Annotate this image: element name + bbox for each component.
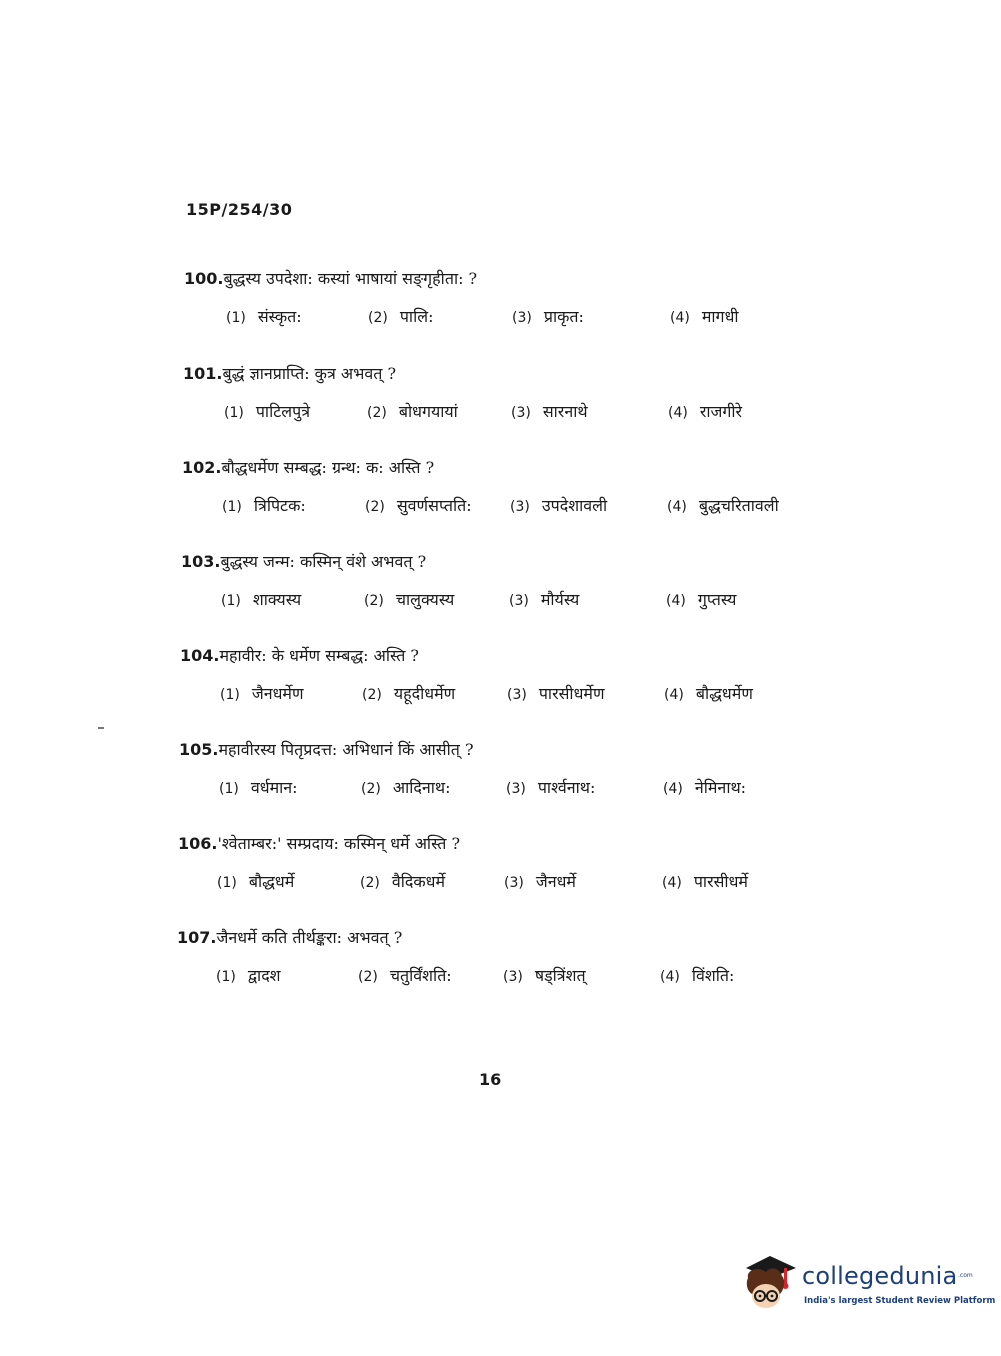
option-number: (1) [220, 687, 240, 703]
option-3 [509, 589, 579, 612]
option-text: यहूदीधर्मेण [393, 684, 456, 703]
option-list [181, 589, 881, 615]
option-text: षड्त्रिंशत् [534, 966, 586, 985]
mascot-logo-icon [740, 1250, 800, 1314]
question-number: 101. [183, 364, 223, 383]
option-3 [507, 683, 605, 706]
option-text: मौर्यस्य [540, 590, 580, 609]
option-text: बोधगयायां [398, 402, 458, 421]
option-text: शाक्यस्य [252, 590, 302, 609]
option-number: (3) [509, 593, 529, 609]
question-text: बौद्धधर्मेण सम्बद्ध: ग्रन्थ: क: अस्ति ? [221, 458, 435, 477]
question-text: महावीर: के धर्मेण सम्बद्ध: अस्ति ? [219, 646, 419, 665]
paper-code: 15P/254/30 [186, 200, 293, 219]
option-list [180, 683, 880, 709]
option-list [182, 495, 882, 521]
brand-name: collegedunia [802, 1262, 958, 1290]
option-text: वैदिकधर्मे [391, 872, 446, 891]
option-number: (1) [216, 969, 236, 985]
question-stem [182, 457, 882, 479]
option-text: त्रिपिटक: [253, 496, 306, 515]
option-text: पारसीधर्मेण [538, 684, 605, 703]
option-list [184, 306, 884, 332]
option-1 [219, 777, 298, 800]
option-list [178, 871, 878, 897]
option-1 [220, 683, 304, 706]
question-text: बुद्धस्य जन्म: कस्मिन् वंशे अभवत् ? [220, 552, 427, 571]
question-104 [180, 645, 880, 709]
option-number: (1) [217, 875, 237, 891]
option-number: (4) [660, 969, 680, 985]
option-number: (4) [663, 781, 683, 797]
option-number: (2) [358, 969, 378, 985]
option-2 [364, 589, 454, 612]
question-stem [177, 927, 877, 949]
option-1 [226, 306, 302, 329]
option-number: (4) [670, 310, 690, 326]
question-text: 'श्वेताम्बर:' सम्प्रदाय: कस्मिन् धर्मे अस्ति ? [217, 834, 461, 853]
option-number: (3) [503, 969, 523, 985]
question-text: बुद्धं ज्ञानप्राप्ति: कुत्र अभवत् ? [222, 364, 397, 383]
option-2 [365, 495, 472, 518]
option-4 [662, 871, 748, 894]
option-number: (2) [364, 593, 384, 609]
option-text: द्वादश [247, 966, 281, 985]
option-4 [660, 965, 734, 988]
option-text: प्राकृत: [543, 307, 584, 326]
option-2 [361, 777, 450, 800]
option-1 [222, 495, 306, 518]
option-text: राजगीरे [699, 402, 743, 421]
question-100 [184, 268, 884, 332]
option-text: चतुर्विंशति: [389, 966, 452, 985]
option-number: (1) [219, 781, 239, 797]
question-103 [181, 551, 881, 615]
option-text: आदिनाथ: [392, 778, 451, 797]
option-text: पालि: [399, 307, 434, 326]
option-1 [217, 871, 294, 894]
question-106 [178, 833, 878, 897]
option-3 [504, 871, 576, 894]
option-3 [511, 401, 588, 424]
question-stem [178, 833, 878, 855]
option-text: संस्कृत: [257, 307, 302, 326]
option-text: चालुक्यस्य [395, 590, 455, 609]
question-number: 102. [182, 458, 222, 477]
option-number: (1) [222, 499, 242, 515]
option-1 [224, 401, 310, 424]
option-text: बौद्धधर्मेण [695, 684, 753, 703]
question-text: बुद्धस्य उपदेशा: कस्यां भाषायां सङ्गृहीता: ? [223, 269, 478, 288]
option-text: सुवर्णसप्तति: [396, 496, 472, 515]
option-text: मागधी [701, 307, 739, 326]
question-number: 106. [178, 834, 218, 853]
option-4 [663, 777, 746, 800]
question-text: जैनधर्मे कति तीर्थङ्करा: अभवत् ? [216, 928, 403, 947]
option-2 [362, 683, 455, 706]
option-3 [510, 495, 607, 518]
question-number: 103. [181, 552, 221, 571]
question-stem [179, 739, 879, 761]
option-2 [360, 871, 445, 894]
option-3 [503, 965, 586, 988]
question-stem [183, 363, 883, 385]
option-list [179, 777, 879, 803]
question-102 [182, 457, 882, 521]
option-number: (4) [667, 499, 687, 515]
option-number: (4) [668, 405, 688, 421]
option-number: (1) [224, 405, 244, 421]
brand-tld: .com [958, 1272, 973, 1279]
option-3 [506, 777, 595, 800]
option-list [177, 965, 877, 991]
option-text: पार्श्वनाथ: [537, 778, 596, 797]
option-text: बुद्धचरितावली [698, 496, 779, 515]
option-2 [358, 965, 452, 988]
option-4 [664, 683, 753, 706]
question-stem [181, 551, 881, 573]
option-number: (2) [368, 310, 388, 326]
option-2 [368, 306, 433, 329]
scan-mark [98, 727, 104, 729]
option-list [183, 401, 883, 427]
option-text: पारसीधर्मे [693, 872, 748, 891]
question-number: 104. [180, 646, 220, 665]
question-text: महावीरस्य पितृप्रदत्त: अभिधानं किं आसीत् ? [218, 740, 474, 759]
collegedunia-watermark [740, 1250, 996, 1318]
option-text: सारनाथे [542, 402, 588, 421]
option-number: (2) [362, 687, 382, 703]
question-number: 107. [177, 928, 217, 947]
option-number: (3) [510, 499, 530, 515]
question-stem [180, 645, 880, 667]
option-2 [367, 401, 458, 424]
option-text: विंशति: [691, 966, 735, 985]
option-number: (2) [365, 499, 385, 515]
option-text: बौद्धधर्मे [248, 872, 295, 891]
option-text: वर्धमान: [250, 778, 298, 797]
option-number: (4) [666, 593, 686, 609]
question-101 [183, 363, 883, 427]
question-107 [177, 927, 877, 991]
option-1 [221, 589, 301, 612]
option-number: (3) [511, 405, 531, 421]
option-4 [668, 401, 742, 424]
option-number: (1) [226, 310, 246, 326]
option-text: जैनधर्मेण [251, 684, 304, 703]
option-text: उपदेशावली [541, 496, 608, 515]
question-number: 100. [184, 269, 224, 288]
option-number: (4) [662, 875, 682, 891]
option-4 [670, 306, 739, 329]
option-number: (3) [507, 687, 527, 703]
option-number: (2) [361, 781, 381, 797]
option-number: (1) [221, 593, 241, 609]
option-number: (2) [360, 875, 380, 891]
option-4 [667, 495, 779, 518]
option-text: नेमिनाथ: [694, 778, 747, 797]
question-105 [179, 739, 879, 803]
option-1 [216, 965, 281, 988]
option-number: (3) [504, 875, 524, 891]
option-3 [512, 306, 584, 329]
option-text: जैनधर्मे [535, 872, 577, 891]
option-number: (4) [664, 687, 684, 703]
brand-tagline: India's largest Student Review Platform [804, 1296, 996, 1306]
option-text: गुप्तस्य [697, 590, 737, 609]
option-number: (2) [367, 405, 387, 421]
option-text: पाटिलपुत्रे [255, 402, 311, 421]
page-number: 16 [479, 1070, 502, 1089]
question-stem [184, 268, 884, 290]
option-number: (3) [506, 781, 526, 797]
question-number: 105. [179, 740, 219, 759]
option-4 [666, 589, 736, 612]
option-number: (3) [512, 310, 532, 326]
